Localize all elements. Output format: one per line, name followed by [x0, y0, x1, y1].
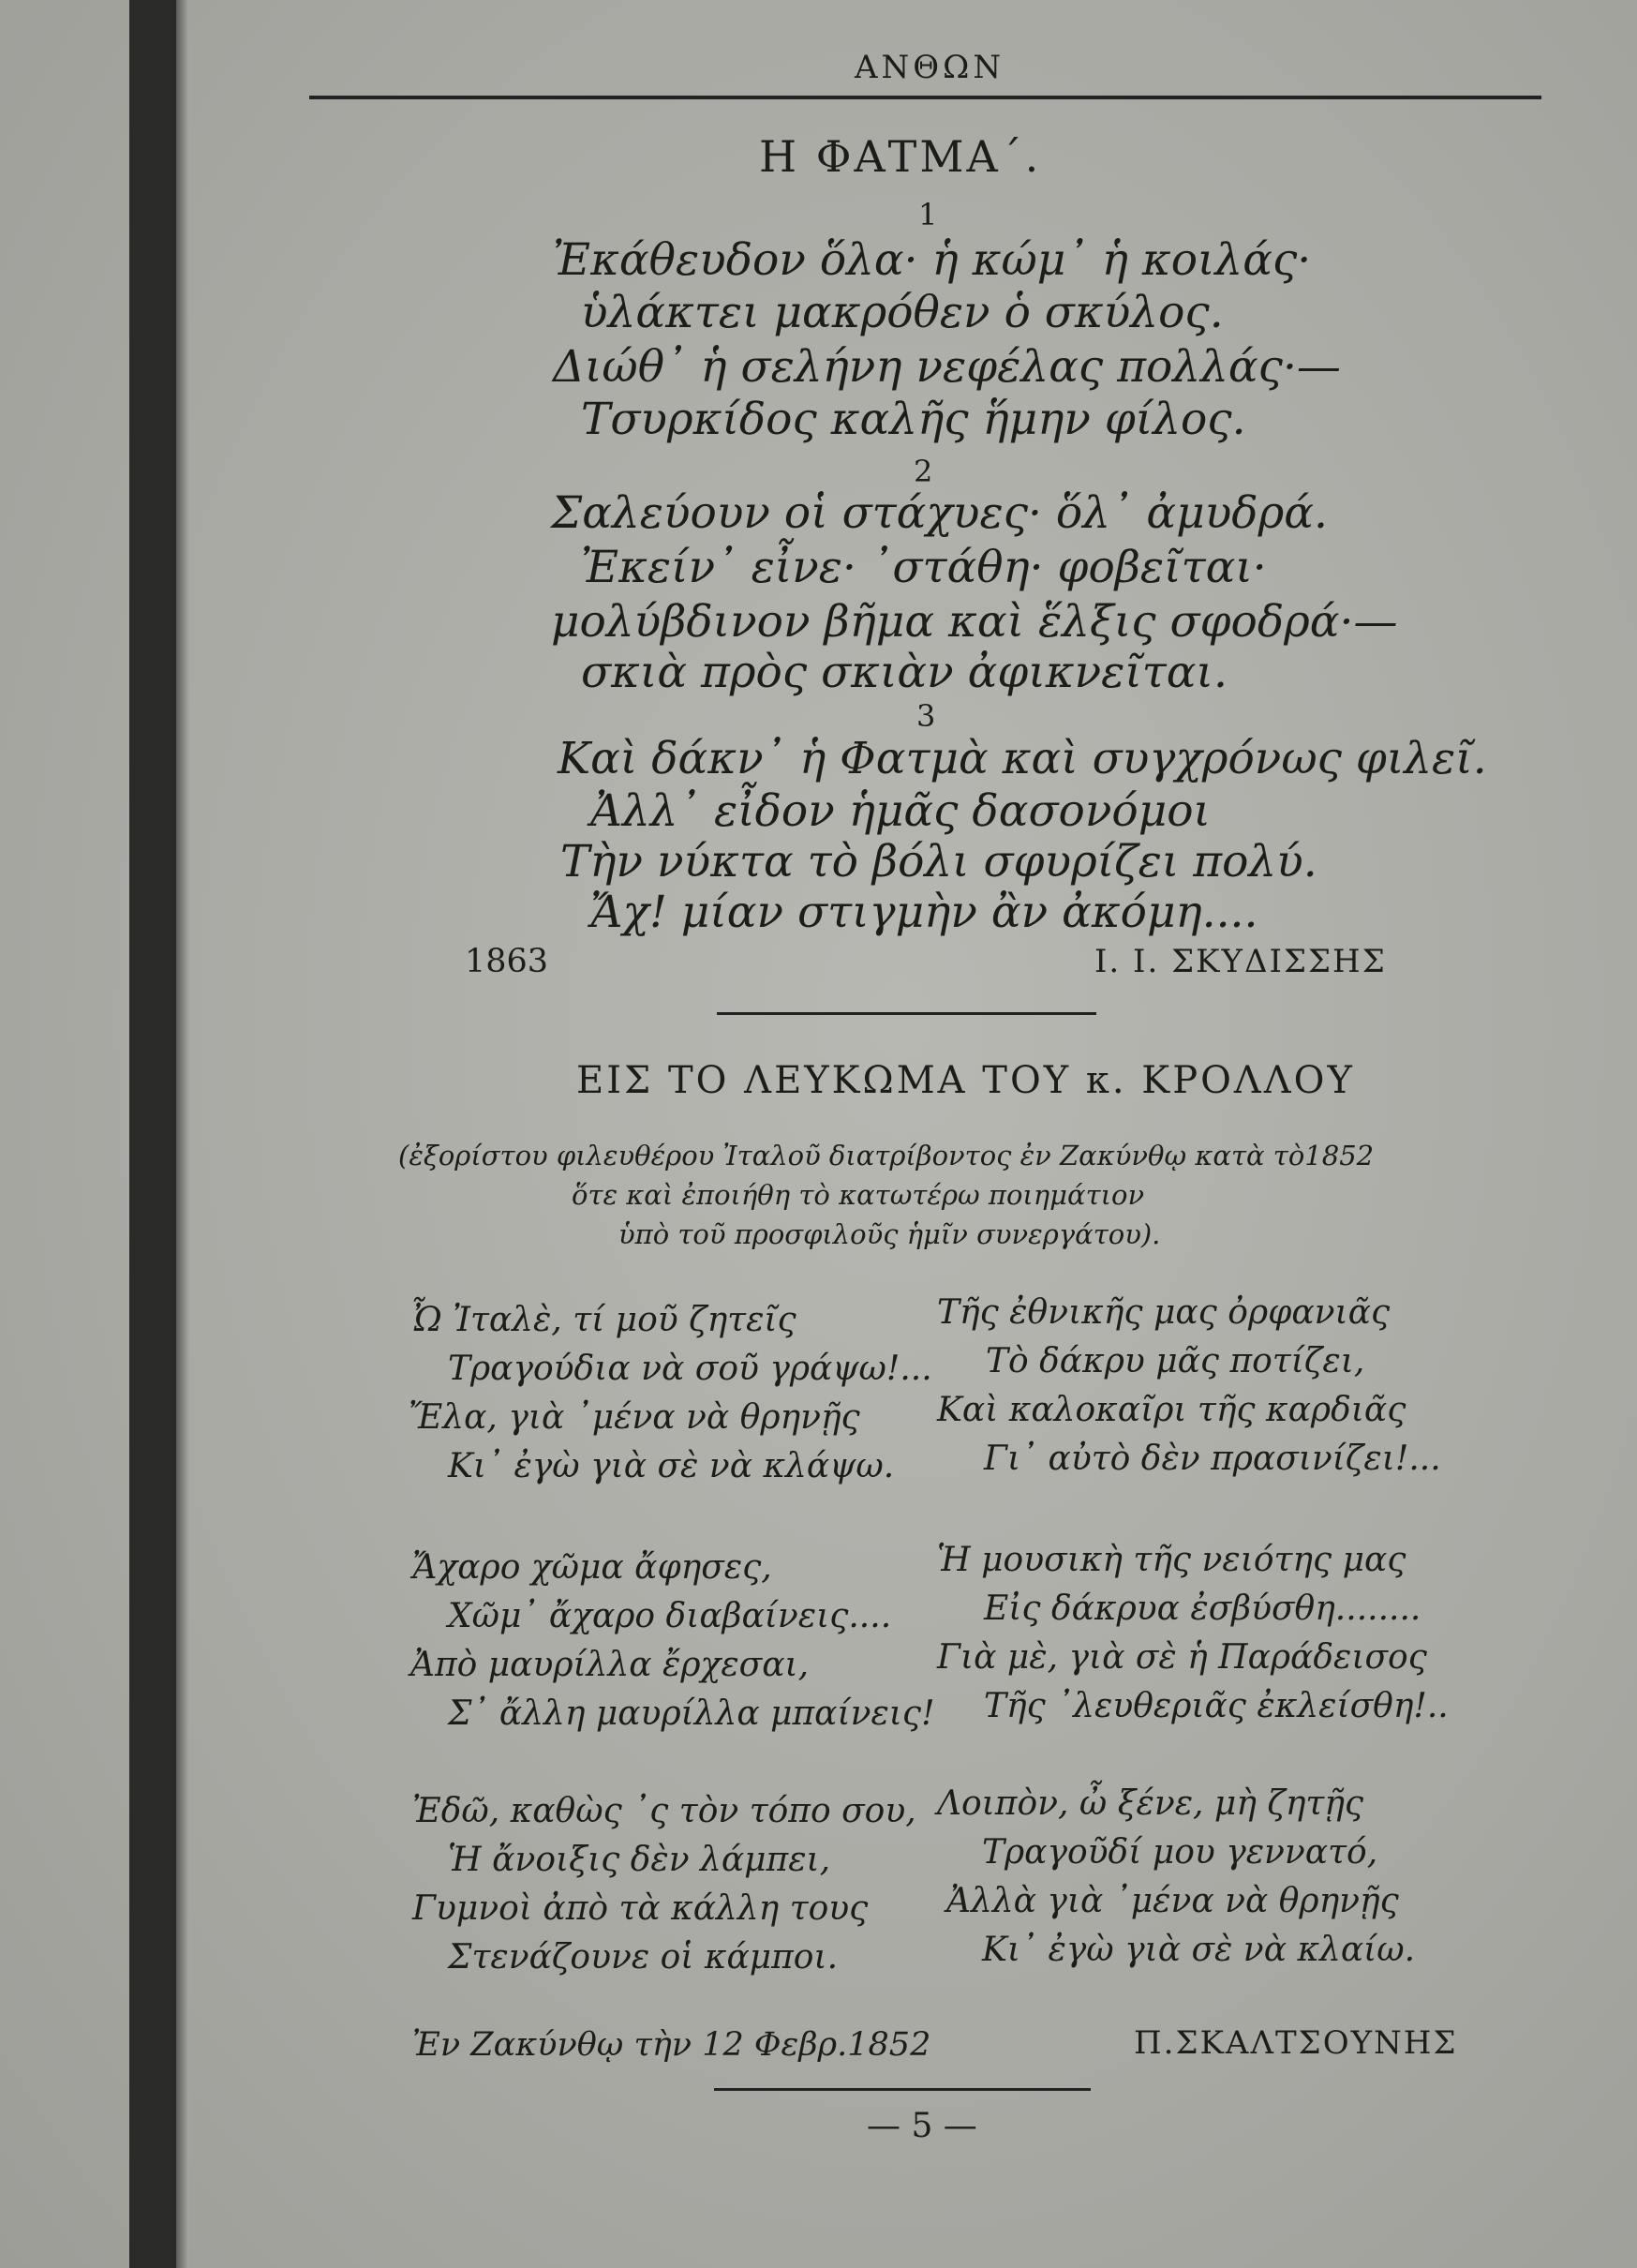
verse-line: Καὶ δάκν᾽ ἡ Φατμὰ καὶ συγχρόνως φιλεῖ.	[558, 733, 1487, 784]
poem2-date: Ἐν Ζακύνθῳ τὴν 12 Φεβρ.1852	[412, 2026, 931, 2064]
verse-line: Τραγούδια νὰ σοῦ γράψω!...	[448, 1350, 932, 1388]
verse-line: Ἐδῶ, καθὼς ᾽ς τὸν τόπο σου,	[412, 1792, 916, 1830]
verse-line: Ἄχαρο χῶμα ἄφησες,	[412, 1548, 772, 1587]
poem2-author: Π.ΣΚΑΛΤΣΟΥΝΗΣ	[1134, 2024, 1458, 2062]
verse-line: Λοιπὸν, ὦ ξένε, μὴ ζητῇς	[937, 1784, 1364, 1823]
verse-line: Γι᾽ αὐτὸ δὲν πρασινίζει!...	[984, 1440, 1441, 1478]
poem2-note-line: ὑπὸ τοῦ προσφιλοῦς ἡμῖν συνεργάτου).	[618, 1218, 1161, 1250]
verse-line: Τῆς ἐθνικῆς μας ὀρφανιᾶς	[937, 1293, 1391, 1332]
verse-line: Γυμνοὶ ἀπὸ τὰ κάλλη τους	[412, 1889, 869, 1928]
stanza-number: 1	[918, 197, 938, 232]
section-divider	[717, 1012, 1096, 1015]
spine-shadow	[176, 0, 189, 2268]
verse-line: Ἀλλ᾽ εἶδον ἡμᾶς δασονόμοι	[590, 785, 1211, 837]
verse-line: Κι᾽ ἐγὼ γιὰ σὲ νὰ κλαίω.	[982, 1931, 1416, 1969]
verse-line: ὑλάκτει μακρόθεν ὁ σκύλος.	[581, 287, 1224, 338]
footer-rule	[714, 2088, 1091, 2091]
verse-line: Χῶμ᾽ ἄχαρο διαβαίνεις....	[448, 1597, 892, 1635]
verse-line: Τὴν νύκτα τὸ βόλι σφυρίζει πολύ.	[560, 836, 1317, 888]
stanza-number: 2	[914, 454, 933, 489]
poem2-note-line: ὅτε καὶ ἐποιήθη τὸ κατωτέρω ποιημάτιον	[572, 1179, 1145, 1211]
poem1-date: 1863	[465, 943, 549, 980]
stanza-number: 3	[916, 698, 936, 734]
poem2-title: ΕΙΣ ΤΟ ΛΕΥΚΩΜΑ ΤΟΥ κ. ΚΡΟΛΛΟΥ	[576, 1059, 1355, 1102]
verse-line: Ὦ Ἰταλὲ, τί μοῦ ζητεῖς	[410, 1301, 796, 1339]
verse-line: Ἐκάθευδον ὅλα· ἡ κώμ᾽ ἡ κοιλάς·	[553, 234, 1312, 286]
verse-line: Τῆς ᾽λευθεριᾶς ἐκλείσθη!..	[984, 1687, 1449, 1725]
verse-line: Σαλεύουν οἱ στάχυες· ὅλ᾽ ἀμυδρά.	[551, 487, 1328, 539]
running-head: ΑΝΘΩΝ	[855, 49, 1005, 86]
verse-line: Ἀλλὰ γιὰ ᾽μένα νὰ θρηνῇς	[946, 1882, 1399, 1920]
verse-line: σκιὰ πρὸς σκιὰν ἀφικνεῖται.	[581, 647, 1228, 698]
verse-line: Ἡ μουσικὴ τῆς νειότης μας	[937, 1541, 1406, 1579]
verse-line: Σ᾽ ἄλλη μαυρίλλα μπαίνεις!	[448, 1694, 935, 1733]
verse-line: Γιὰ μὲ, γιὰ σὲ ἡ Παράδεισος	[937, 1638, 1427, 1677]
poem2-note-line: (ἐξορίστου φιλευθέρου Ἰταλοῦ διατρίβοντος ἐν Ζακύνθῳ κατὰ τὸ1852	[398, 1140, 1375, 1171]
verse-line: Εἰς δάκρυα ἐσβύσθη........	[984, 1589, 1421, 1628]
verse-line: Ἐκείν᾽ εἶνε· ᾽στάθη· φοβεῖται·	[581, 542, 1267, 593]
page-number: — 5 —	[867, 2107, 977, 2145]
verse-line: Καὶ καλοκαῖρι τῆς καρδιᾶς	[937, 1391, 1406, 1429]
verse-line: Ἄχ! μίαν στιγμὴν ἂν ἀκόμη....	[590, 887, 1258, 938]
verse-line: Ἡ ἄνοιξις δὲν λάμπει,	[448, 1841, 831, 1879]
poem1-author: Ι. Ι. ΣΚΥΔΙΣΣΗΣ	[1094, 943, 1387, 980]
verse-line: Στενάζουνε οἱ κάμποι.	[448, 1938, 839, 1977]
verse-line: Τὸ δάκρυ μᾶς ποτίζει,	[986, 1342, 1365, 1380]
poem1-title: Η ΦΑΤΜΑ΄.	[759, 131, 1042, 182]
verse-line: Ἔλα, γιὰ ᾽μένα νὰ θρηνῇς	[409, 1398, 860, 1437]
verse-line: Κι᾽ ἐγὼ γιὰ σὲ νὰ κλάψω.	[448, 1447, 895, 1485]
header-rule	[309, 96, 1541, 99]
verse-line: Διώθ᾽ ἡ σελήνη νεφέλας πολλάς·—	[553, 341, 1341, 393]
verse-line: Τσυρκίδος καλῆς ἥμην φίλος.	[581, 394, 1246, 445]
verse-line: Ἀπὸ μαυρίλλα ἔρχεσαι,	[410, 1646, 810, 1684]
book-spine	[129, 0, 176, 2268]
verse-line: Τραγοῦδί μου γεννατό,	[982, 1833, 1378, 1872]
verse-line: μολύβδινον βῆμα καὶ ἕλξις σφοδρά·—	[551, 596, 1398, 648]
